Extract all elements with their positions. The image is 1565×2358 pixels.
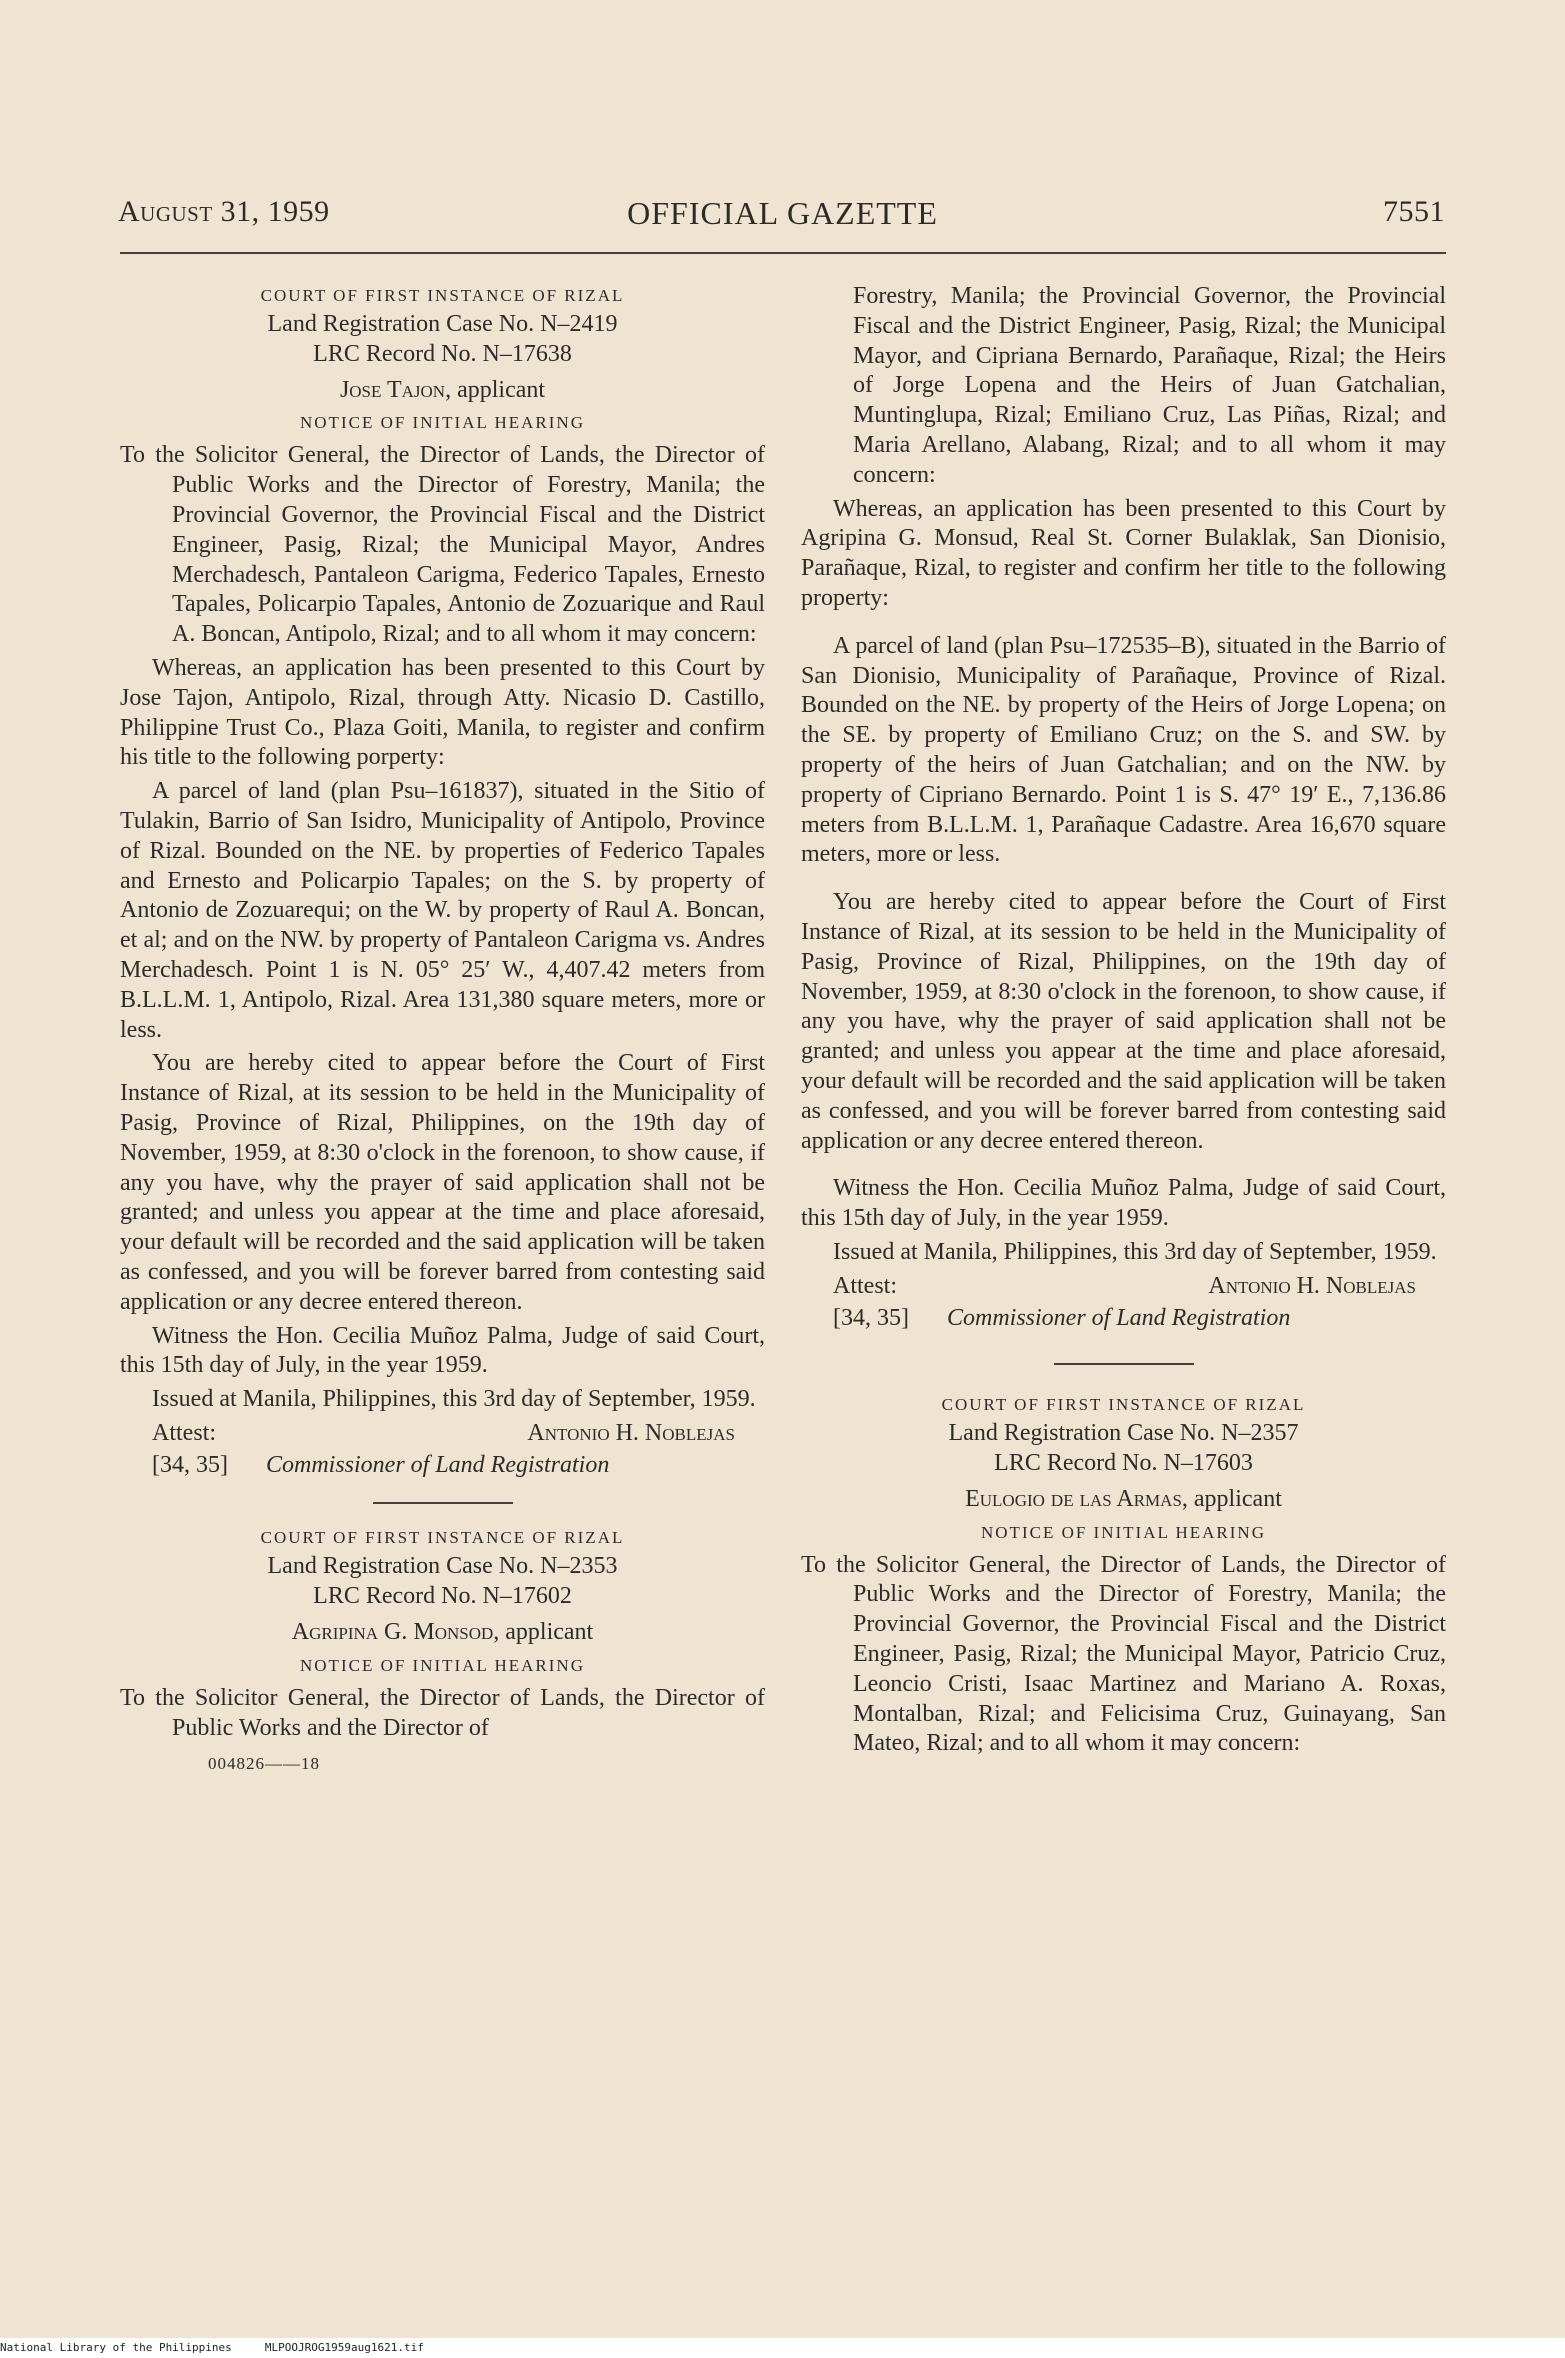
header-rule	[120, 252, 1446, 254]
notice1-ref-row	[120, 1451, 765, 1481]
notice1-applicant	[120, 376, 765, 406]
scan-footer	[0, 2338, 1565, 2358]
notice3-addressees: To the Solicitor General, the Director of Lands, the Director of Public Works and the Director of Forestry, Manila; the Provincial Governor, the Provincial Fiscal and the District Engineer, Pasig, Rizal; the Municipal Mayor, Patricio Cruz, Leoncio Cristi, Isaac Martinez and Mariano A. Roxas, Montalban, Rizal; and Felicisima Cruz, Guinayang, San Mateo, Rizal; and to all whom it may concern:	[801, 1551, 1446, 1757]
notice1-applicant-suffix: , applicant	[445, 376, 546, 403]
notice1-parcel: A parcel of land (plan Psu–161837), situated in the Sitio of Tulakin, Barrio of San Isidro, Municipality of Antipolo, Province of Rizal. Bounded on the NE. by properties of Federico Tapales and Ernesto and Policarpio Tapales; on the S. by property of Antonio de Zozuarequi; on the W. by property of Raul A. Boncan, et al; and on the NW. by property of Pantaleon Carigma vs. Andres Merchadesch. Point 1 is N. 05° 25′ W., 4,407.42 meters from B.L.L.M. 1, Antipolo, Rizal. Area 131,380 square meters, more or less.	[120, 778, 765, 1043]
notice1-signatory-title: Commissioner of Land Registration	[265, 1451, 610, 1478]
page-number: 7551	[1383, 195, 1445, 228]
notice1-attest-label: Attest:	[152, 1419, 216, 1446]
notice2-parcel: A parcel of land (plan Psu–172535–B), situated in the Barrio of San Dionisio, Municipality of Parañaque, Province of Rizal. Bounded on the NE. by property of the Heirs of Jorge Lopena; on the SE. by property of Emiliano Cruz; on the S. and SW. by property of the heirs of Juan Gatchalian; and on the NW. by property of Cipriano Bernardo. Point 1 is S. 47° 19′ E., 7,136.86 meters from B.L.L.M. 1, Parañaque Cadastre. Area 16,670 square meters, more or less.	[801, 632, 1446, 868]
notice1-title: NOTICE OF INITIAL HEARING	[300, 413, 585, 433]
notice3-record-no: LRC Record No. N–17603	[994, 1450, 1253, 1477]
notice1-record-no: LRC Record No. N–17638	[313, 340, 572, 367]
notice3-applicant-suffix: , applicant	[1181, 1485, 1282, 1512]
separator-rule	[373, 1502, 513, 1504]
notice2-addressees-start: To the Solicitor General, the Director of Lands, the Director of Public Works and the Director of	[120, 1684, 765, 1741]
notice2-applicant-suffix: , applicant	[493, 1619, 594, 1646]
notice2-issued: Issued at Manila, Philippines, this 3rd day of September, 1959.	[833, 1238, 1437, 1265]
scan-file: MLPOOJROG1959aug1621.tif	[264, 2341, 424, 2354]
notice2-applicant-name: Agripina G. Monsod	[291, 1619, 494, 1646]
notice2-cited: You are hereby cited to appear before the Court of First Instance of Rizal, at its session to be held in the Municipality of Pasig, Province of Rizal, Philippines, on the 19th day of November, 1959, at 8:30 o'clock in the forenoon, to show cause, if any you have, why the prayer of said application shall not be granted; and unless you appear at the time and place aforesaid, your default will be recorded and the said application will be taken as confessed, and you will be forever barred from contesting said application or any decree entered thereon.	[801, 889, 1446, 1154]
notice3-title: NOTICE OF INITIAL HEARING	[981, 1522, 1266, 1542]
issue-date: August 31, 1959	[118, 195, 330, 228]
notice1-ref: [34, 35]	[152, 1451, 228, 1478]
notice2-attest-label: Attest:	[833, 1272, 897, 1299]
notice1-cited: You are hereby cited to appear before the Court of First Instance of Rizal, at its session to be held in the Municipality of Pasig, Province of Rizal, Philippines, on the 19th day of November, 1959, at 8:30 o'clock in the forenoon, to show cause, if any you have, why the prayer of said application shall not be granted; and unless you appear at the time and place aforesaid, your default will be recorded and the said application will be taken as confessed, and you will be forever barred from contesting said application or any decree entered thereon.	[120, 1050, 765, 1315]
notice1-attest-row	[120, 1419, 765, 1449]
notice2-court: COURT OF FIRST INSTANCE OF RIZAL	[260, 1528, 625, 1548]
notice1-applicant-name: Jose Tajon	[339, 376, 446, 403]
notice2-title: NOTICE OF INITIAL HEARING	[300, 1655, 585, 1675]
notice3-case-no: Land Registration Case No. N–2357	[948, 1420, 1299, 1447]
notice1-whereas: Whereas, an application has been presented to this Court by Jose Tajon, Antipolo, Rizal, through Atty. Nicasio D. Castillo, Philippine Trust Co., Plaza Goiti, Manila, to register and confirm his title to the following porperty:	[120, 654, 765, 771]
notice3-applicant	[801, 1485, 1446, 1515]
notice2-witness: Witness the Hon. Cecilia Muñoz Palma, Judge of said Court, this 15th day of July, in the year 1959.	[801, 1175, 1446, 1232]
notice2-whereas: Whereas, an application has been presented to this Court by Agripina G. Monsud, Real St. Corner Bulaklak, San Dionisio, Parañaque, Rizal, to register and confirm her title to the following property:	[801, 495, 1446, 611]
notice3-applicant-name: Eulogio de las Armas	[965, 1485, 1182, 1512]
notice1-court: COURT OF FIRST INSTANCE OF RIZAL	[260, 286, 625, 305]
notice2-signatory: Antonio H. Noblejas	[1208, 1272, 1416, 1299]
right-column	[801, 282, 1446, 1763]
notice1-witness: Witness the Hon. Cecilia Muñoz Palma, Judge of said Court, this 15th day of July, in the year 1959.	[120, 1322, 765, 1379]
left-column	[120, 282, 765, 1779]
scan-library: National Library of the Philippines	[0, 2341, 232, 2354]
notice2-applicant	[120, 1618, 765, 1648]
notice1-addressees: To the Solicitor General, the Director of Lands, the Director of Public Works and the Director of Forestry, Manila; the Provincial Governor, the Provincial Fiscal and the District Engineer, Pasig, Rizal; the Municipal Mayor, Andres Merchadesch, Pantaleon Carigma, Federico Tapales, Ernesto Tapales, Policarpio Tapales, Antonio de Zozuarique and Raul A. Boncan, Antipolo, Rizal; and to all whom it may concern:	[120, 442, 765, 648]
notice2-record-no: LRC Record No. N–17602	[313, 1583, 572, 1610]
notice3-court: COURT OF FIRST INSTANCE OF RIZAL	[941, 1395, 1306, 1415]
notice2-case-no: Land Registration Case No. N–2353	[267, 1553, 618, 1580]
notice1-issued: Issued at Manila, Philippines, this 3rd day of September, 1959.	[152, 1386, 756, 1413]
notice1-case-no: Land Registration Case No. N–2419	[267, 311, 618, 337]
notice2-ref-row	[801, 1304, 1446, 1334]
notice2-ref: [34, 35]	[833, 1304, 909, 1331]
print-code: 004826——18	[208, 1754, 320, 1774]
notice1-signatory: Antonio H. Noblejas	[527, 1419, 735, 1446]
notice2-signatory-title: Commissioner of Land Registration	[946, 1304, 1291, 1331]
notice2-addressees-cont: Forestry, Manila; the Provincial Governor, the Provincial Fiscal and the District Engineer, Pasig, Rizal; the Municipal Mayor, and Cipriana Bernardo, Parañaque, Rizal; the Heirs of Jorge Lopena and the Heirs of Juan Gatchalian, Muntinglupa, Rizal; Emiliano Cruz, Las Piñas, Rizal; and Maria Arellano, Alabang, Rizal; and to all whom it may concern:	[853, 283, 1446, 488]
notice2-attest-row	[801, 1272, 1446, 1302]
publication-title: OFFICIAL GAZETTE	[627, 195, 938, 231]
separator-rule	[1054, 1363, 1194, 1365]
